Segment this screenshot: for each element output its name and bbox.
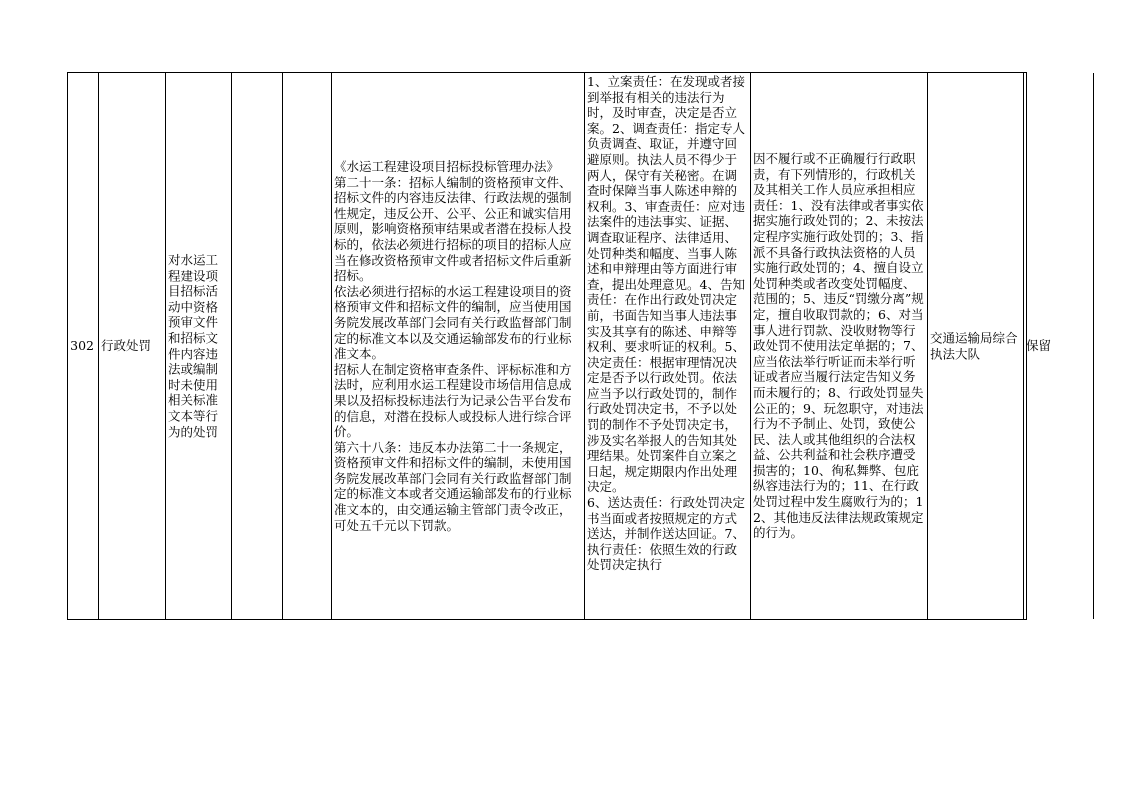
- item-name-text: 对水运工程建设项目招标活动中资格预审文件和招标文件内容违法或编制时未使用相关标准文本等行为的处罚: [168, 252, 219, 439]
- spacer-cell: [283, 73, 332, 619]
- department-cell: [928, 73, 1024, 619]
- responsibilities-text: [587, 74, 748, 573]
- item-name-cell: [166, 73, 232, 619]
- department-text: 交通运输局综合执法大队: [930, 330, 1018, 361]
- category-cell: [99, 73, 166, 619]
- accountability-cell: [751, 73, 928, 619]
- legal-basis-paragraph: 第二十一条：招标人编制的资格预审文件、招标文件的内容违反法律、行政法规的强制性规定，违反公开、公平、公正和诚实信用原则，影响资格预审结果或者潜在投标人投标的，依法必须进行招标的项目的招标人应当在修改资格预审文件或者招标文件后重新招标。: [334, 174, 572, 284]
- legal-basis-cell: [332, 73, 585, 619]
- responsibilities-cell: [585, 73, 751, 619]
- legal-basis-paragraph: 招标人在制定资格审查条件、评标标准和方法时，应利用水运工程建设市场信用信息成果以及招标投标违法行为记录公告平台发布的信息，对潜在投标人或投标人进行综合评价。: [334, 361, 572, 439]
- legal-basis-paragraph: 《水运工程建设项目招标投标管理办法》: [334, 158, 560, 174]
- sub-item-cell: [232, 73, 283, 619]
- legal-basis-paragraph: 第六十八条：违反本办法第二十一条规定，资格预审文件和招标文件的编制，未使用国务院发展改革部门会同有关行政监督部门制定的标准文本或者交通运输部发布的行业标准文本的，由交通运输主管部门责令改正，可处五千元以下罚款。: [334, 439, 572, 533]
- accountability-text: 因不履行或不正确履行行政职责，有下列情形的，行政机关及其相关工作人员应承担相应责任：1、没有法律或者事实依据实施行政处罚的；2、未按法定程序实施行政处罚的；3、指派不具备行政执法资格的人员实施行政处罚的；4、擅自设立处罚种类或者改变处罚幅度、范围的；5、违反“罚缴分离”规定，擅自收取罚款的；6、对当事人进行罚款、没收财物等行政处罚不使用法定单据的；7、应当依法举行听证而未举行听证或者应当履行法定告知义务而未履行的；8、行政处罚显失公正的；9、玩忽职守，对违法行为不予制止、处罚，致使公民、法人或其他组织的合法权益、公共利益和社会秩序遭受损害的；10、徇私舞弊、包庇纵容违法行为的；11、在行政处罚过程中发生腐败行为的；12、其他违反法律法规政策规定的行为。: [753, 151, 924, 541]
- number-cell: [68, 73, 99, 619]
- row-number: 302: [70, 338, 94, 354]
- category-text: 行政处罚: [101, 338, 152, 354]
- data-table: [67, 72, 1052, 620]
- legal-basis-paragraph: 依法必须进行招标的水运工程建设项目的资格预审文件和招标文件的编制，应当使用国务院发展改革部门会同有关行政监督部门制定的标准文本以及交通运输部发布的行业标准文本。: [334, 283, 572, 361]
- legal-basis-text: [334, 159, 582, 533]
- responsibility-paragraph: 6、送达责任：行政处罚决定书当面或者按照规定的方式送达，并制作送达回证。7、执行责任：依照生效的行政处罚决定执行: [587, 495, 745, 573]
- status-text: 保留: [1026, 338, 1052, 354]
- responsibility-paragraph: 1、立案责任：在发现或者接到举报有相关的违法行为时，及时审查，决定是否立案。2、调查责任：指定专人负责调查、取证，并遵守回避原则。执法人员不得少于两人，保守有关秘密。在调查时保障当事人陈述申辩的权利。3、审查责任：应对违法案件的违法事实、证据、调查取证程序、法律适用、处罚种类和幅度、当事人陈述和申辩理由等方面进行审查，提出处理意见。4、告知责任：在作出行政处罚决定前，书面告知当事人违法事实及其享有的陈述、申辩等权利、要求听证的权利。5、决定责任：根据审理情况决定是否予以行政处罚。依法应当予以行政处罚的，制作行政处罚决定书，不予以处罚的制作不予处罚决定书，涉及实名举报人的告知其处理结果。处罚案件自立案之日起，规定期限内作出处理决定。: [587, 74, 745, 495]
- status-cell: [1024, 73, 1094, 619]
